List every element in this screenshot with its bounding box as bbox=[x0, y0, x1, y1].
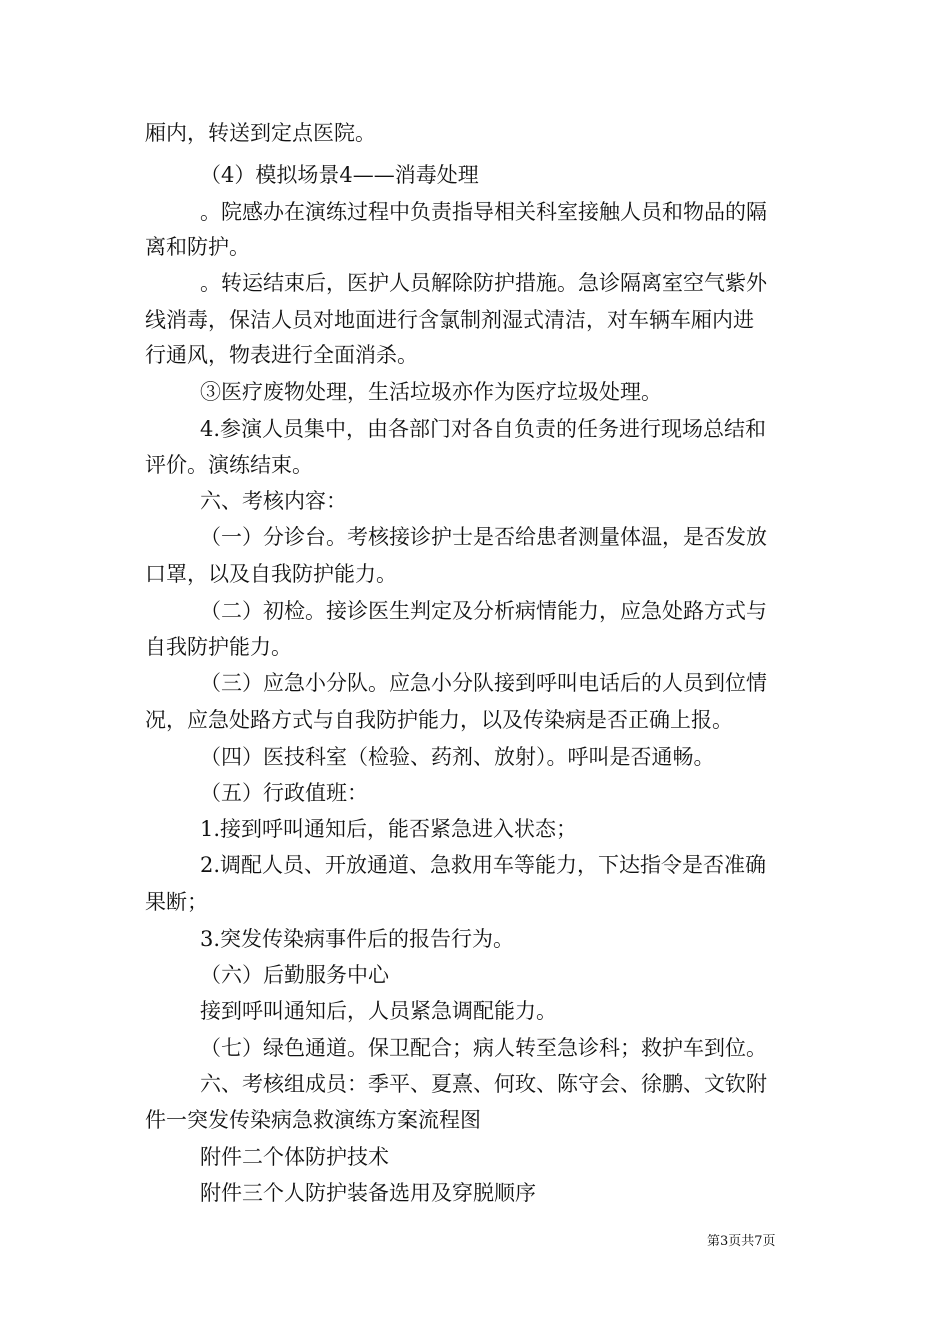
paragraph-line: （二）初检。接诊医生判定及分析病情能力，应急处路方式与 bbox=[200, 599, 767, 623]
paragraph-line: 。院感办在演练过程中负责指导相关科室接触人员和物品的隔 bbox=[200, 200, 767, 224]
list-item: 3.突发传染病事件后的报告行为。 bbox=[200, 927, 515, 951]
attachment-line: 附件三个人防护装备选用及穿脱顺序 bbox=[200, 1181, 536, 1205]
attachment-line: 附件二个体防护技术 bbox=[200, 1145, 389, 1169]
paragraph-line: 离和防护。 bbox=[145, 235, 250, 259]
section-heading: （六）后勤服务中心 bbox=[200, 963, 389, 987]
paragraph-line: 自我防护能力。 bbox=[145, 635, 292, 659]
paragraph-line: （七）绿色通道。保卫配合；病人转至急诊科；救护车到位。 bbox=[200, 1036, 767, 1060]
list-item: 2.调配人员、开放通道、急救用车等能力，下达指令是否准确 bbox=[200, 853, 767, 877]
paragraph-line: （四）医技科室（检验、药剂、放射）。呼叫是否通畅。 bbox=[200, 745, 715, 769]
paragraph-line: 口罩，以及自我防护能力。 bbox=[145, 562, 397, 586]
paragraph-line: 果断； bbox=[145, 890, 208, 914]
paragraph-line: 线消毒，保洁人员对地面进行含氯制剂湿式清洁，对车辆车厢内进 bbox=[145, 308, 754, 332]
section-heading: （五）行政值班： bbox=[200, 781, 368, 805]
paragraph-line: 接到呼叫通知后，人员紧急调配能力。 bbox=[200, 999, 557, 1023]
paragraph-line: （三）应急小分队。应急小分队接到呼叫电话后的人员到位情 bbox=[200, 671, 767, 695]
paragraph-line: 4.参演人员集中，由各部门对各自负责的任务进行现场总结和 bbox=[200, 417, 767, 441]
paragraph-line: 况，应急处路方式与自我防护能力，以及传染病是否正确上报。 bbox=[145, 708, 733, 732]
paragraph-line: 六、考核组成员：季平、夏熹、何玫、陈守会、徐鹏、文钦附 bbox=[200, 1072, 767, 1096]
paragraph-line: 评价。演练结束。 bbox=[145, 453, 313, 477]
paragraph-line: 厢内，转送到定点医院。 bbox=[145, 121, 376, 145]
page-number: 第3页共7页 bbox=[707, 1234, 776, 1249]
paragraph-line: ③医疗废物处理，生活垃圾亦作为医疗垃圾处理。 bbox=[200, 380, 662, 404]
section-heading: （4）模拟场景4——消毒处理 bbox=[200, 163, 479, 187]
paragraph-line: 行通风，物表进行全面消杀。 bbox=[145, 343, 418, 367]
list-item: 1.接到呼叫通知后，能否紧急进入状态； bbox=[200, 817, 578, 841]
paragraph-line: 件一突发传染病急救演练方案流程图 bbox=[145, 1108, 481, 1132]
paragraph-line: （一）分诊台。考核接诊护士是否给患者测量体温，是否发放 bbox=[200, 525, 767, 549]
paragraph-line: 。转运结束后，医护人员解除防护措施。急诊隔离室空气紫外 bbox=[200, 271, 767, 295]
section-heading: 六、考核内容： bbox=[200, 489, 347, 513]
